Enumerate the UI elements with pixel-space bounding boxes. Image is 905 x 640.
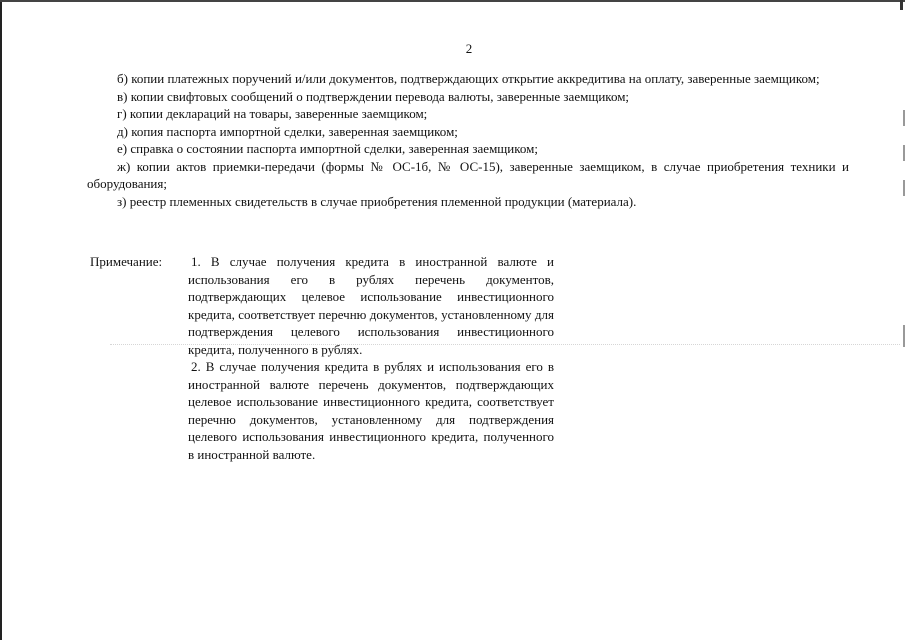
note-item: 2. В случае получения кредита в рублях и использования его в иностранной валюте перечень документов, подтверждающих целевое использование инвестиционного кредита, соответствует перечню документов, установленному для подтверждения целевого использования инвестиционного кредита, полученного в иностранной валюте. <box>188 359 554 462</box>
list-item: в) копии свифтовых сообщений о подтверждении перевода валюты, заверенные заемщиком; <box>117 88 630 104</box>
list-item: г) копии деклараций на товары, заверенные заемщиком; <box>117 106 428 121</box>
scan-edge-mark <box>900 0 903 10</box>
scan-edge-top <box>0 0 905 2</box>
page-number: 2 <box>465 41 473 56</box>
note-body <box>188 253 554 463</box>
list-item: б) копии платежных поручений и/или документов, подтверждающих открытие аккредитива на оплату, заверенные заемщиком; <box>117 71 820 86</box>
list-item: д) копия паспорта импортной сделки, заверенная заемщиком; <box>117 123 458 139</box>
list-item: ж) копии актов приемки-передачи (формы № ОС-1б, № ОС-15), заверенные заемщиком, в случае приобретения техники и оборудования; <box>87 158 849 191</box>
note-item: 1. В случае получения кредита в иностранной валюте и использования его в рублях перечень документов, подтверждающих целевое использование инвестиционного кредита, соответствует перечню документов, установленному для подтверждения целевого использования инвестиционного кредита, полученного в рублях. <box>188 254 554 357</box>
document-list <box>87 70 849 210</box>
note-label: Примечание: <box>90 254 163 269</box>
scan-edge-left <box>0 0 2 640</box>
list-item: з) реестр племенных свидетельств в случае приобретения племенной продукции (материала). <box>117 193 637 209</box>
list-item: е) справка о состоянии паспорта импортной сделки, заверенная заемщиком; <box>117 141 539 156</box>
